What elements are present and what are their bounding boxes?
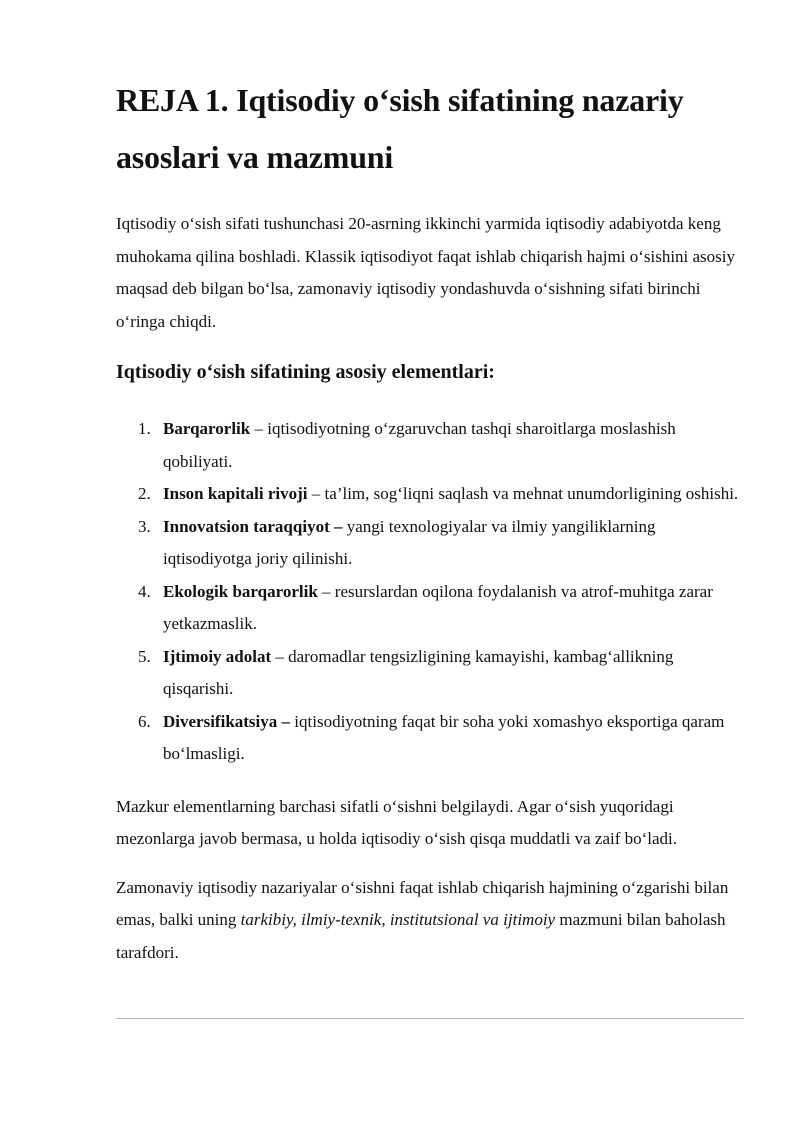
elements-list bbox=[116, 413, 744, 771]
list-description: – daromadlar tengsizligining kamayishi, kambag‘allikning qisqarishi. bbox=[163, 646, 674, 698]
list-item bbox=[116, 413, 744, 478]
horizontal-rule bbox=[116, 1018, 744, 1019]
closing-text-after: mazmuni bilan baholash tarafdori. bbox=[116, 910, 726, 962]
closing-paragraph bbox=[116, 872, 744, 970]
list-description: iqtisodiyotning faqat bir soha yoki xomashyo eksportiga qaram bo‘lmasligi. bbox=[163, 711, 725, 763]
list-number: 1. bbox=[138, 419, 151, 438]
list-number: 2. bbox=[138, 484, 151, 503]
section-heading-colon: : bbox=[488, 361, 495, 383]
list-item bbox=[116, 511, 744, 576]
list-number: 4. bbox=[138, 581, 151, 601]
closing-italic-text: tarkibiy, ilmiy-texnik, institutsional va ijtimoiy bbox=[240, 910, 556, 929]
list-description: – ta’lim, sog‘liqni saqlash va mehnat unumdorligining oshishi. bbox=[307, 484, 739, 503]
list-number: 5. bbox=[138, 646, 151, 666]
list-number: 3. bbox=[138, 516, 151, 536]
list-term: Ekologik barqarorlik bbox=[163, 581, 318, 601]
list-item bbox=[116, 706, 744, 771]
document-page bbox=[116, 72, 744, 969]
list-description: yangi texnologiyalar va ilmiy yangiliklarning iqtisodiyotga joriy qilinishi. bbox=[163, 516, 656, 568]
list-term: Inson kapitali rivoji bbox=[163, 484, 308, 503]
section-heading bbox=[116, 357, 744, 387]
list-term: Ijtimoiy adolat bbox=[163, 646, 272, 666]
list-number: 6. bbox=[138, 711, 151, 731]
list-term: Innovatsion taraqqiyot – bbox=[163, 516, 343, 536]
intro-paragraph: Iqtisodiy o‘sish sifati tushunchasi 20-asrning ikkinchi yarmida iqtisodiy adabiyotda keng muhokama qilina boshladi. Klassik iqtisodiyot faqat ishlab chiqarish hajmi o‘sishini asosiy maqsad deb bilgan bo‘lsa, zamonaviy iqtisodiy yondashuvda o‘sishning sifati birinchi o‘ringa chiqdi. bbox=[116, 214, 736, 331]
section-heading-text: Iqtisodiy o‘sish sifatining asosiy elementlari bbox=[116, 361, 489, 383]
list-term: Barqarorlik bbox=[163, 419, 251, 438]
list-item bbox=[116, 641, 744, 706]
list-description: – iqtisodiyotning o‘zgaruvchan tashqi sharoitlarga moslashish qobiliyati. bbox=[163, 419, 676, 471]
closing-text-before: Zamonaviy iqtisodiy nazariyalar o‘sishni faqat ishlab chiqarish hajmining o‘zgarishi bilan emas, balki uning bbox=[116, 877, 729, 929]
list-description: – resurslardan oqilona foydalanish va atrof-muhitga zarar yetkazmaslik. bbox=[163, 581, 713, 633]
page-title: REJA 1. Iqtisodiy o‘sish sifatining nazariy asoslari va mazmuni bbox=[116, 82, 684, 175]
list-item bbox=[116, 576, 744, 641]
list-term: Diversifikatsiya – bbox=[163, 711, 291, 731]
summary-paragraph: Mazkur elementlarning barchasi sifatli o‘sishni belgilaydi. Agar o‘sish yuqoridagi mezonlarga javob bermasa, u holda iqtisodiy o‘sish qisqa muddatli va zaif bo‘ladi. bbox=[116, 796, 678, 848]
list-item bbox=[116, 478, 744, 511]
